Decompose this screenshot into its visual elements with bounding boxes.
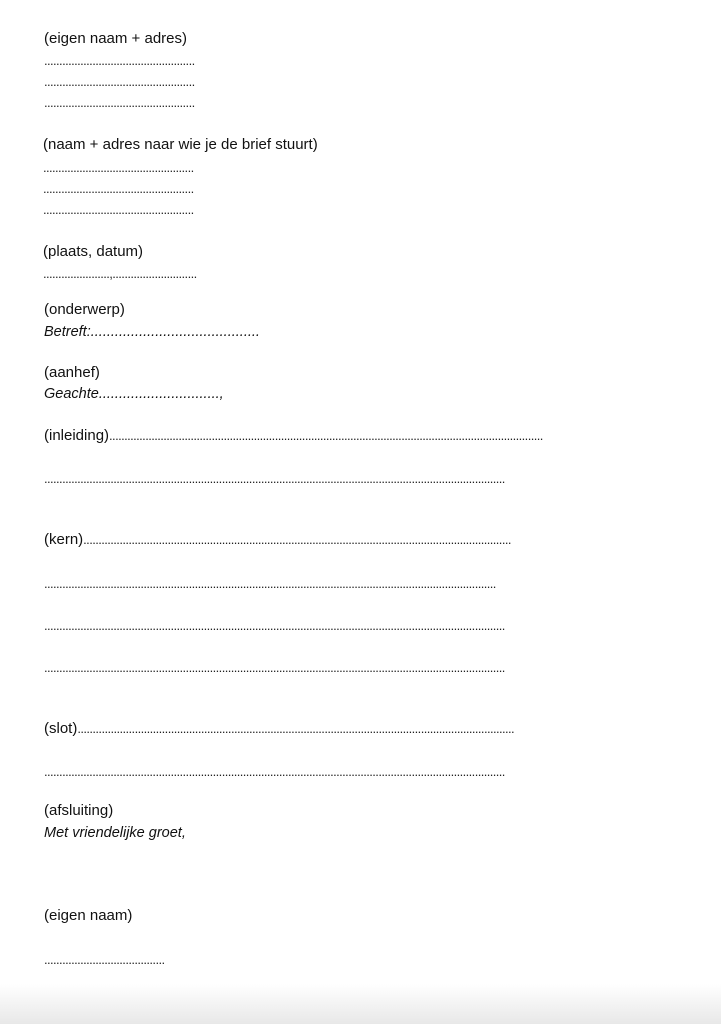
own-name-label: (eigen naam)	[44, 907, 133, 924]
body-label-text: (kern)	[44, 531, 84, 548]
subject-text: Betreft:..........................................	[44, 324, 260, 340]
body-line-2: ......................................................................................................................................................	[44, 576, 496, 591]
sign-off-text: Met vriendelijke groet,	[44, 825, 186, 841]
page-bottom-shadow	[0, 984, 721, 1024]
introduction-label	[44, 427, 543, 445]
introduction-label-text: (inleiding)	[44, 427, 110, 444]
closing-label-text: (slot)	[44, 720, 78, 737]
closing-label	[44, 720, 514, 738]
body-line-3: .........................................................................................................................................................	[44, 618, 505, 633]
own-address-line-1: ..................................................	[44, 53, 195, 68]
recipient-address-line-1: ..................................................	[43, 160, 194, 175]
own-address-line-2: ..................................................	[44, 74, 195, 89]
salutation-text: Geachte..............................,	[44, 386, 224, 402]
body-label	[44, 531, 511, 549]
closing-line-1: .................................................................................................................................................	[77, 721, 515, 736]
recipient-address-line-3: ..................................................	[43, 202, 194, 217]
place-date-line: ......................,............................	[43, 266, 197, 281]
closing-line-2: .........................................................................................................................................................	[44, 764, 505, 779]
sign-off-label: (afsluiting)	[44, 802, 114, 819]
subject-label: (onderwerp)	[44, 301, 125, 318]
introduction-line-2: .........................................................................................................................................................	[44, 471, 505, 486]
body-line-4: .........................................................................................................................................................	[44, 660, 505, 675]
body-line-1: ..............................................................................................................................................	[83, 532, 511, 547]
recipient-address-label: (naam + adres naar wie je de brief stuurt)	[43, 136, 318, 153]
own-address-line-3: ..................................................	[44, 95, 195, 110]
recipient-address-line-2: ..................................................	[43, 181, 194, 196]
own-address-label: (eigen naam + adres)	[44, 30, 187, 47]
own-name-line: ........................................	[44, 952, 165, 967]
place-date-label: (plaats, datum)	[43, 243, 144, 260]
salutation-label: (aanhef)	[44, 364, 100, 381]
introduction-line-1: ................................................................................................................................................	[109, 428, 543, 443]
